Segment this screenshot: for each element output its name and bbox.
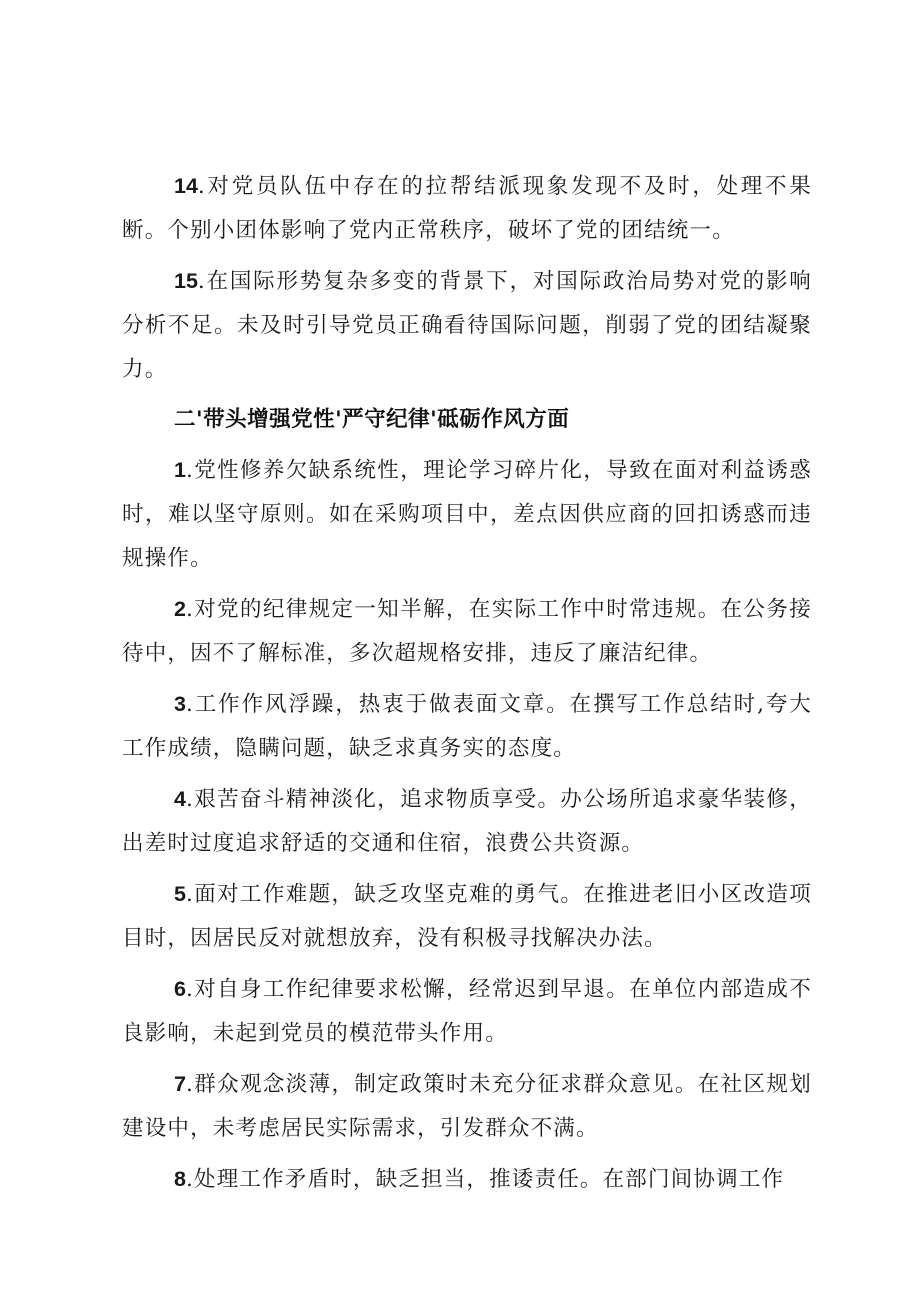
paragraph-6: 6.对自身工作纪律要求松懈，经常迟到早退。在单位内部造成不良影响，未起到党员的模范带头作用。: [122, 977, 812, 1046]
document-body: [122, 164, 812, 1208]
section-heading: 二'带头增强党性'严守纪律'砥砺作风方面: [174, 407, 570, 432]
paragraph-8: 8.处理工作矛盾时，缺乏担当，推诿责任。在部门间协调工作: [174, 1167, 785, 1192]
paragraph-15: 15.在国际形势复杂多变的背景下，对国际政治局势对党的影响分析不足。未及时引导党员正确看待国际问题，削弱了党的团结凝聚力。: [122, 269, 812, 382]
paragraph-7: 7.群众观念淡薄，制定政策时未充分征求群众意见。在社区规划建设中，未考虑居民实际需求，引发群众不满。: [122, 1072, 812, 1141]
paragraph-4: 4.艰苦奋斗精神淡化，追求物质享受。办公场所追求豪华装修，出差时过度追求舒适的交通和住宿，浪费公共资源。: [122, 787, 812, 856]
paragraph-14: 14.对党员队伍中存在的拉帮结派现象发现不及时，处理不果断。个别小团体影响了党内正常秩序，破坏了党的团结统一。: [122, 174, 812, 243]
paragraph-1: 1.党性修养欠缺系统性，理论学习碎片化，导致在面对利益诱惑时，难以坚守原则。如在采购项目中，差点因供应商的回扣诱惑而违规操作。: [122, 458, 812, 571]
paragraph-5: 5.面对工作难题，缺乏攻坚克难的勇气。在推进老旧小区改造项目时，因居民反对就想放弃，没有积极寻找解决办法。: [122, 882, 812, 951]
paragraph-2: 2.对党的纪律规定一知半解，在实际工作中时常违规。在公务接待中，因不了解标准，多次超规格安排，违反了廉洁纪律。: [122, 597, 812, 666]
paragraph-3: 3.工作作风浮躁，热衷于做表面文章。在撰写工作总结时,夸大工作成绩，隐瞒问题，缺乏求真务实的态度。: [122, 692, 812, 761]
